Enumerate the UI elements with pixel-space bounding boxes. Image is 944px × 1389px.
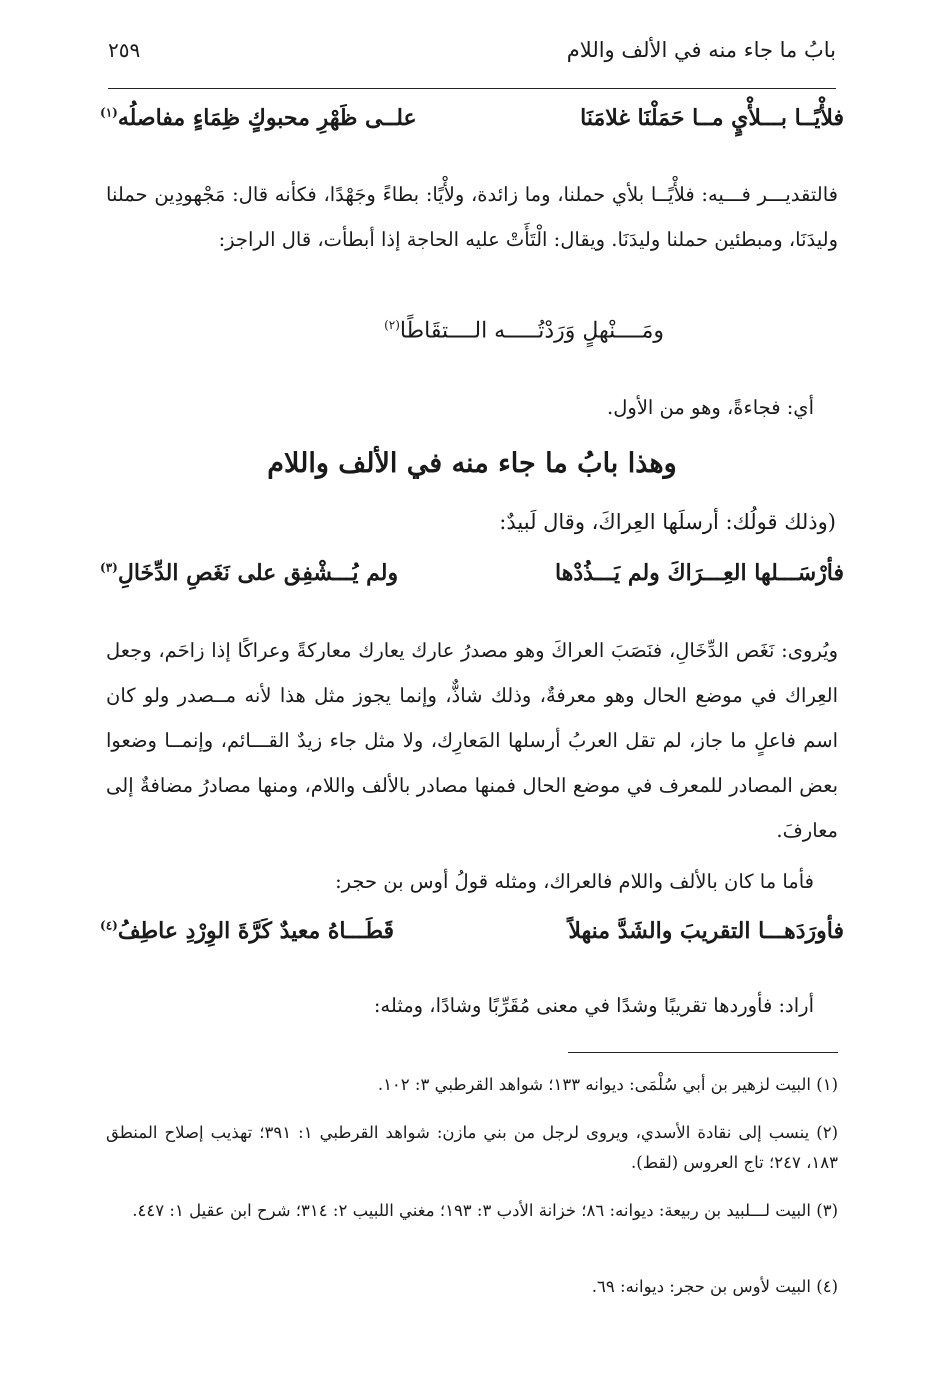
- chapter-heading: وهذا بابُ ما جاء منه في الألف واللام: [267, 448, 677, 479]
- verse-hemistich-1: فأورَدَهـــا التقريبَ والشَدَّ منهلاً: [568, 918, 844, 944]
- footnote-ref: (٤): [100, 918, 118, 933]
- verse-hemistich-2: علــى ظَهْرِ محبوكٍ ظِمَاءٍ مفاصلُه$^{(١)}$: [100, 105, 417, 131]
- verse-aws: [100, 918, 844, 958]
- header-rule: [108, 88, 836, 89]
- verse-hemistich-1: فأرْسَـــلها العِـــرَاكَ ولم يَـــذُدْها: [555, 560, 844, 586]
- footnote-3: (٣) البيت لـــلبيد بن ربيعة: ديوانه: ٨٦؛ خزانة الأدب ٣: ١٩٣؛ مغني اللبيب ٢: ٣١٤؛ شرح ابن عقيل ١: ٤٤٧.: [132, 1201, 838, 1220]
- verse-hemistich-2: ولم يُـــشْفِق على نَغَصِ الدِّخَالِ$^{(٣)}$: [100, 560, 399, 586]
- verse-labid: [100, 560, 844, 600]
- footnote-rule: [568, 1052, 838, 1053]
- page-number: ٢٥٩: [108, 38, 141, 62]
- footnote-ref: (١): [100, 105, 118, 120]
- line-arad: أراد: فأوردها تقريبًا وشدًا في معنى مُقَرِّبًا وشادًا، ومثله:: [373, 994, 814, 1017]
- footnote-ref: (٣): [100, 560, 118, 575]
- footnote-ref: (٢): [384, 318, 400, 332]
- verse-zuhayr: [100, 105, 844, 145]
- verse-hemistich-2: قَطَـــاهُ معيدٌ كَرَّةَ الوِرْدِ عاطِفُ$^{(٤)}$: [100, 918, 395, 944]
- running-header: [108, 38, 836, 78]
- paragraph-irak: ويُروى: نَغَص الدِّخَالِ، فنَصَبَ العراكَ وهو مصدرُ عارك يعارك معاركةً وعراكًا إذا زاحَم، وجعل العِراك في موضع الحال وهو معرفةٌ، وذلك شاذٌّ، وإنما يجوز مثل هذا لأنه مــصدر ولو كان اسم فاعلٍ ما جاز، لم تقل العربُ أرسلها المَعارِك، ولا مثل جاء زيدٌ القـــائم، وإنمــا وضعوا بعض المصادر للمعرف في موضع الحال فمنها مصادر بالألف واللام، ومنها مصادرُ مضافةٌ إلى معارفَ.: [106, 639, 838, 842]
- footnote-4: (٤) البيت لأوس بن حجر: ديوانه: ٦٩.: [591, 1277, 838, 1296]
- paragraph-taqdir: فالتقديـــر فـــيه: فلأْيًــا بلأي حملنا، وما زائدة، ولأْيًا: بطاءً وجَهْدًا، فكأنه قال: مَجْهودِين حملنا وليدَنَا، ومبطئين حملنا وليدَنَا. ويقال: الْتَأَتْ عليه الحاجة إذا أبطأت، قال الراجز:: [106, 183, 838, 251]
- line-ay: أي: فجاءةً، وهو من الأول.: [607, 396, 814, 419]
- line-amma: فأما ما كان بالألف واللام فالعراك، ومثله قولُ أوس بن حجر:: [335, 870, 814, 893]
- footnote-1: (١) البيت لزهير بن أبي سُلْمَى: ديوانه ١٣٣؛ شواهد القرطبي ٣: ١٠٢.: [377, 1075, 838, 1094]
- running-title: بابُ ما جاء منه في الألف واللام: [566, 38, 836, 62]
- footnote-2: (٢) ينسب إلى نقادة الأسدي، ويروى لرجل من بني مازن: شواهد القرطبي ١: ٣٩١؛ تهذيب إصلاح المنطق ١٨٣، ٢٤٧؛ تاج العروس (لقط).: [106, 1123, 838, 1172]
- line-intro: (وذلك قولُك: أرسلَها العِراكَ، وقال لَبيدٌ:: [499, 510, 836, 534]
- verse-hemistich-1: فلأْيًــا بـــلأْيٍ مــا حَمَلْنَا غلامَنَا: [580, 105, 844, 131]
- verse-rajaz: ومَــــنْهلٍ وَرَدْتُـــــه الــــتقَاطًا$^{(٢)}$: [384, 318, 664, 344]
